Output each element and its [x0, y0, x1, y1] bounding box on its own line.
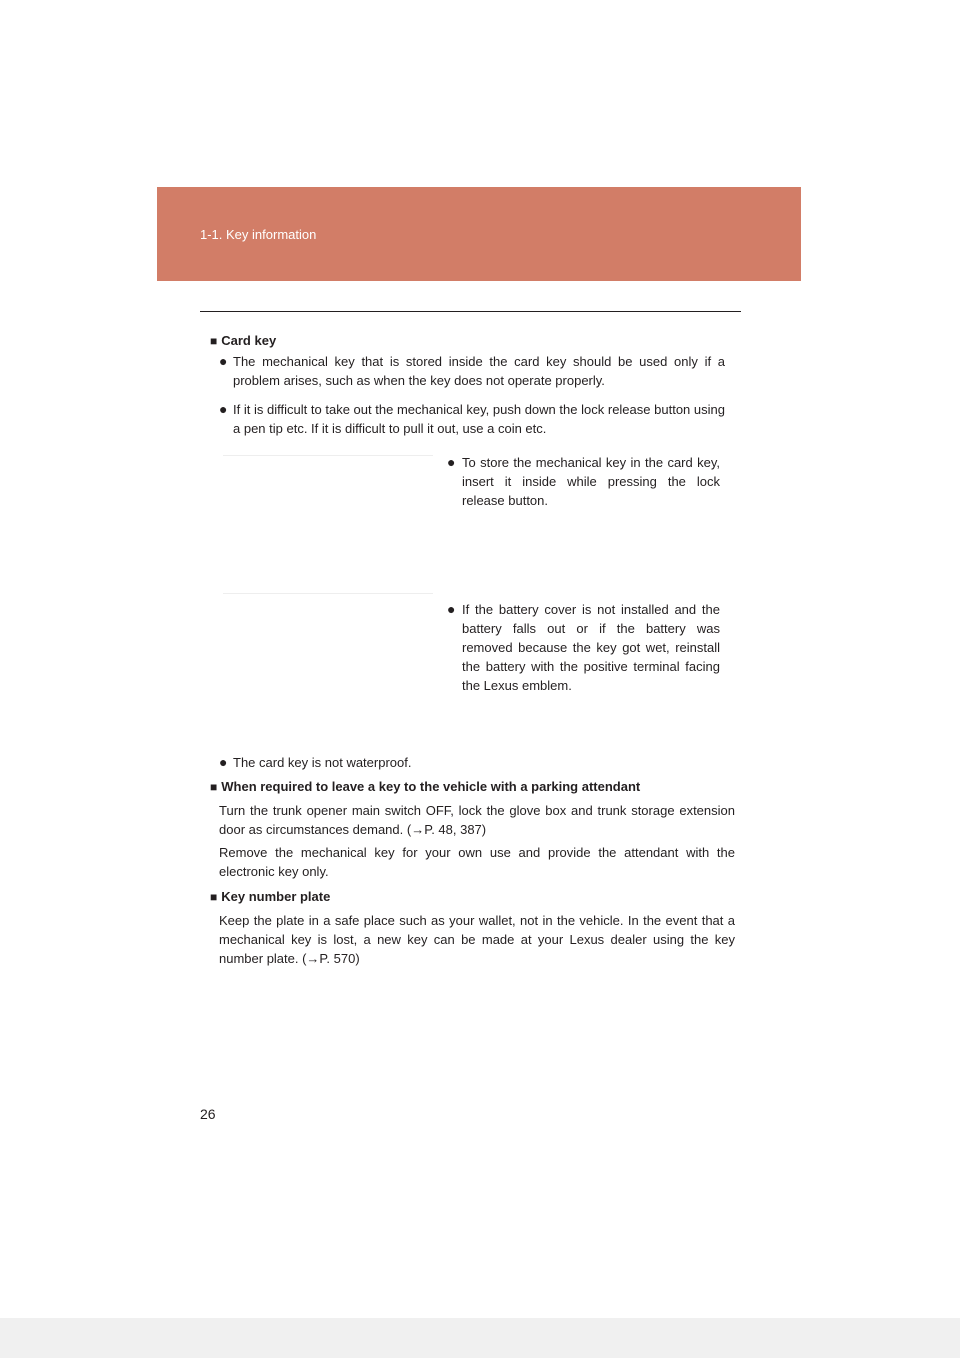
- key-plate-text: Keep the plate in a safe place such as your wallet, not in the vehicle. In the event that a mechanical key is lost, a new key can be made at your Lexus dealer using the key number plate. (→P. 570): [219, 913, 735, 966]
- card-key-item-5: The card key is not waterproof.: [233, 755, 412, 770]
- card-key-item-3: To store the mechanical key in the card key, insert it inside while pressing the lock release button.: [462, 455, 720, 508]
- bullet-icon: ●: [219, 401, 228, 417]
- page-number: 26: [200, 1106, 216, 1122]
- illustration-placeholder: [223, 455, 433, 456]
- card-key-item-2: If it is difficult to take out the mechanical key, push down the lock release button using a pen tip etc. If it is difficult to pull it out, use a coin etc.: [233, 402, 725, 436]
- parking-heading: ■ When required to leave a key to the vehicle with a parking attendant: [210, 779, 641, 794]
- bullet-icon: ●: [219, 754, 228, 770]
- card-key-item-4: If the battery cover is not installed and the battery falls out or if the battery was removed because the key got wet, reinstall the battery with the positive terminal facing the Lexus emblem.: [462, 602, 720, 693]
- square-bullet-icon: ■: [210, 890, 218, 904]
- bullet-icon: ●: [447, 601, 456, 617]
- parking-text-1: Turn the trunk opener main switch OFF, lock the glove box and trunk storage extension door as circumstances demand. (→P. 48, 387): [219, 803, 735, 837]
- watermark-band: [0, 1318, 960, 1358]
- square-bullet-icon: ■: [210, 334, 218, 348]
- card-key-item-1: The mechanical key that is stored inside the card key should be used only if a problem arises, such as when the key does not operate properly.: [233, 354, 725, 388]
- bullet-icon: ●: [219, 353, 228, 369]
- bullet-icon: ●: [447, 454, 456, 470]
- key-plate-heading: ■ Key number plate: [210, 889, 331, 904]
- illustration-placeholder: [223, 593, 433, 594]
- section-title: 1-1. Key information: [200, 227, 317, 242]
- card-key-heading: ■ Card key: [210, 333, 277, 348]
- divider: [200, 311, 741, 312]
- parking-text-2: Remove the mechanical key for your own use and provide the attendant with the electronic key only.: [219, 845, 735, 879]
- square-bullet-icon: ■: [210, 780, 218, 794]
